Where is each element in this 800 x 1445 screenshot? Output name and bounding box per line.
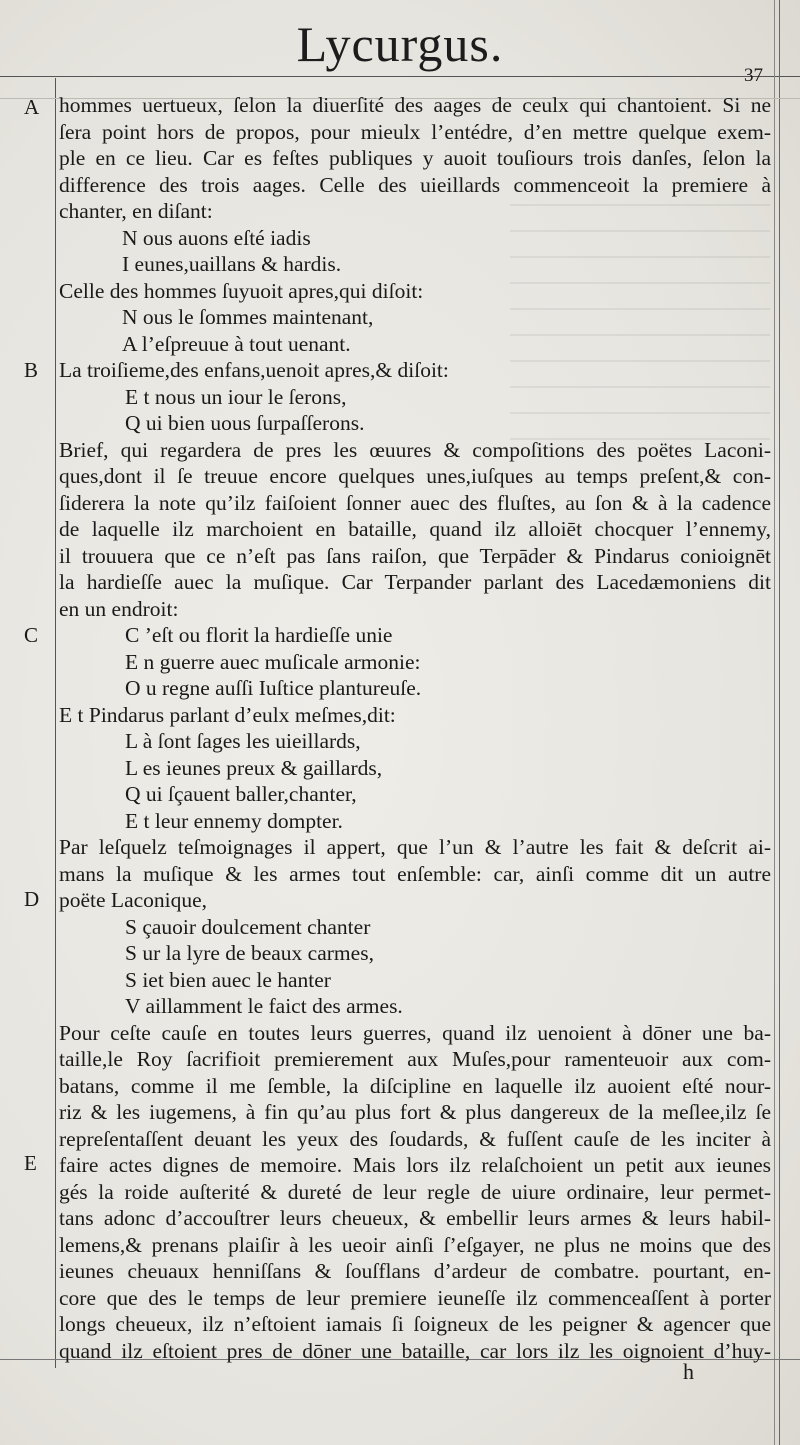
text-line: E t Pindarus parlant d’eulx meſmes,dit: [59,702,396,727]
text-line: batans, comme il me ſemble, la diſcipline en laquelle ilz auoient eſté nour- [59,1073,771,1098]
text-line: poëte Laconique, [59,888,208,912]
text-line: La troiſieme,des enfans,uenoit apres,& diſoit: [59,358,449,382]
text-line: hommes uertueux, ſelon la diuerſité des aages de ceulx qui chantoient. Si ne [59,93,771,117]
verse-line: S çauoir doulcement chanter [125,914,371,939]
verse-line: S iet bien auec le hanter [125,967,331,992]
text-line: ſiderera la note qu’ilz faiſoient ſonner auec des fluſtes, au ſon & à la cadence [59,490,771,515]
margin-marker-b: B [24,358,39,382]
text-line: Par leſquelz teſmoignages il appert, que l’un & l’autre les fait & deſcrit ai- [59,835,771,859]
text-line: ieunes cheuaux henniſſans & ſouſflans d’ardeur de combatre. pourtant, en- [59,1259,771,1283]
page-number: 37 [744,65,763,86]
text-line: il trouuera que ce n’eſt pas ſans raiſon, que Terpāder & Pindarus conioignēt [59,543,771,568]
header-rule [0,76,800,77]
verse-line: Q ui ſçauent baller,chanter, [125,782,357,806]
right-margin-rule-inner [774,0,775,1445]
right-margin-rule-outer [779,0,780,1445]
running-title: Lycurgus. [296,16,504,72]
text-line: chanter, en diſant: [59,199,213,223]
verse-line: I eunes,uaillans & hardis. [122,252,342,276]
text-line: en un endroit: [59,596,179,621]
margin-marker-a: A [24,95,40,119]
verse-line: N ous le ſommes maintenant, [122,305,374,329]
text-line: gés la roide auſterité & dureté de leur regle de uiure ordinaire, leur permet- [59,1179,771,1204]
verse-line: Q ui bien uous ſurpaſſerons. [125,411,365,435]
text-line: ple en ce lieu. Car es feſtes publiques y auoit touſiours trois danſes, ſelon la [59,146,771,170]
text-line: Celle des hommes ſuyuoit apres,qui diſoit: [59,278,424,303]
verse-line: O u regne auſſi Iuſtice plantureuſe. [125,676,422,700]
verse-line: A l’eſpreuue à tout uenant. [122,331,351,356]
left-margin-rule [55,78,56,1368]
verse-line: E t nous un iour le ſerons, [125,384,347,409]
text-line: de laquelle ilz marchoient en bataille, quand ilz alloiēt chocquer l’ennemy, [59,517,771,541]
text-line: mans la muſique & les armes tout enſemble: car, ainſi comme dit un autre [59,861,771,886]
text-line: faire actes dignes de memoire. Mais lors ilz relaſchoient un petit aux ieunes [59,1153,771,1177]
body-text [59,92,771,1364]
text-line: taille,le Roy ſacrifioit premierement aux Muſes,pour ramenteuoir aux com- [59,1047,771,1071]
verse-line: L es ieunes preux & gaillards, [125,755,383,780]
text-line: difference des trois aages. Celle des uieillards commenceoit la premiere à [59,172,771,197]
text-line: ques,dont il ſe treuue encore quelques unes,iuſques au temps preſent,& con- [59,464,771,488]
text-line: lemens,& prenans plaiſir à les ueoir ainſi ſ’eſgayer, ne plus ne moins que des [59,1232,771,1257]
verse-line: V aillamment le faict des armes. [125,994,403,1018]
verse-line: S ur la lyre de beaux carmes, [125,941,374,965]
catchword: h [683,1359,694,1384]
text-line: tans adonc d’accouſtrer leurs cheueux, & embellir leurs armes & leurs habil- [59,1206,771,1230]
text-line: Brief, qui regardera de pres les œuures & compoſitions des poëtes Laconi- [59,437,771,462]
verse-line: E t leur ennemy dompter. [125,808,343,833]
text-line: riz & les iugemens, à fin qu’au plus fort & plus dangereux de la meſlee,ilz ſe [59,1100,771,1124]
verse-line: C ’eſt ou florit la hardieſſe unie [125,623,393,647]
text-line: core que des le temps de leur premiere ieuneſſe ilz commenceaſſent à porter [59,1285,771,1310]
text-line: repreſentaſſent deuant les yeux des ſoudards, & fuſſent cauſe de les inciter à [59,1126,771,1151]
text-line: longs cheueux, ilz n’eſtoient iamais ſi ſoigneux de les peigner & agencer que [59,1312,771,1336]
text-line: ſera point hors de propos, pour mieulx l’entédre, d’en mettre quelque exem- [59,119,771,144]
text-line: Pour ceſte cauſe en toutes leurs guerres, quand ilz uenoient à dōner une ba- [59,1020,771,1045]
text-line: la hardieſſe auec la muſique. Car Terpander parlant des Lacedæmoniens dit [59,570,771,594]
verse-line: N ous auons eſté iadis [122,225,311,250]
text-line: quand ilz eſtoient pres de dōner une bataille, car lors ilz les oignoient d’huy- [59,1338,771,1363]
margin-marker-d: D [24,887,40,911]
verse-line: E n guerre auec muſicale armonie: [125,649,421,674]
verse-line: L à ſont ſages les uieillards, [125,729,361,753]
margin-marker-e: E [24,1151,37,1175]
margin-marker-c: C [24,623,39,647]
